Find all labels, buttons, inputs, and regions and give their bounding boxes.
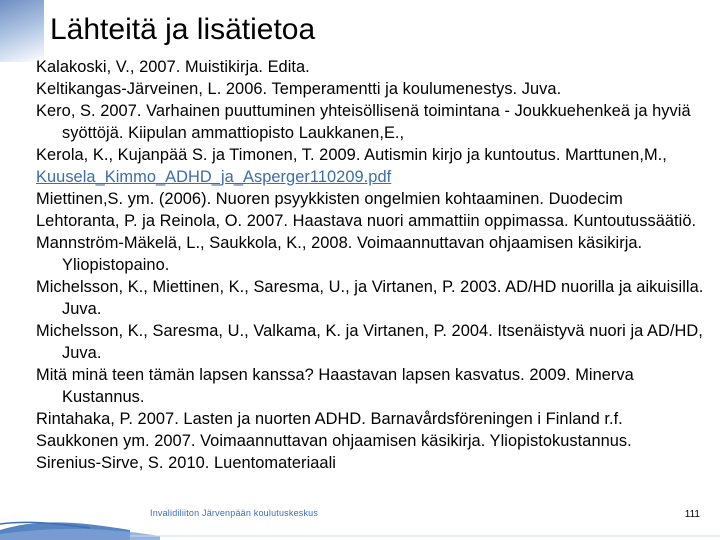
reference-item-link (36, 166, 706, 188)
corner-decoration (0, 0, 44, 62)
slide-footer (0, 500, 720, 540)
reference-item: Kero, S. 2007. Varhainen puuttuminen yhteisöllisenä toimintana - Joukkuehenkeä ja hyviä syöttöjä. Kiipulan ammattiopisto Laukkanen,E., (36, 102, 691, 142)
title-bar (44, 0, 720, 62)
reference-item: Michelsson, K., Saresma, U., Valkama, K. ja Virtanen, P. 2004. Itsenäistyvä nuori ja AD/HD, Juva. (36, 322, 703, 362)
reference-item: Sirenius-Sirve, S. 2010. Luentomateriaali (36, 454, 336, 472)
reference-item: Kalakoski, V., 2007. Muistikirja. Edita. (36, 58, 310, 76)
footer-organization: Invalidiliiton Järvenpään koulutuskeskus (150, 508, 319, 518)
reference-item: Saukkonen ym. 2007. Voimaannuttavan ohjaamisen käsikirja. Yliopistokustannus. (36, 432, 632, 450)
reference-item: Michelsson, K., Miettinen, K., Saresma, U., ja Virtanen, P. 2003. AD/HD nuorilla ja aikuisilla. Juva. (36, 278, 704, 318)
reference-item: Lehtoranta, P. ja Reinola, O. 2007. Haastava nuori ammattiin oppimassa. Kuntoutussäätiö. (36, 212, 697, 230)
slide-title: Lähteitä ja lisätietoa (50, 13, 316, 46)
pdf-link[interactable]: Kuusela_Kimmo_ADHD_ja_Asperger110209.pdf (36, 168, 392, 186)
reference-list (36, 56, 706, 474)
reference-item: Rintahaka, P. 2007. Lasten ja nuorten ADHD. Barnavårdsföreningen i Finland r.f. (36, 410, 623, 428)
reference-item: Kerola, K., Kujanpää S. ja Timonen, T. 2009. Autismin kirjo ja kuntoutus. Marttunen,M., (36, 146, 667, 164)
reference-item: Keltikangas-Järveinen, L. 2006. Temperamentti ja koulumenestys. Juva. (36, 80, 562, 98)
reference-item: Mannström-Mäkelä, L., Saukkola, K., 2008. Voimaannuttavan ohjaamisen käsikirja. Yliopistopaino. (36, 234, 643, 274)
reference-item: Mitä minä teen tämän lapsen kanssa? Haastavan lapsen kasvatus. 2009. Minerva Kustannus. (36, 366, 634, 406)
page-number: 111 (684, 509, 700, 520)
footer-wave-decoration (0, 500, 720, 540)
reference-item: Miettinen,S. ym. (2006). Nuoren psyykkisten ongelmien kohtaaminen. Duodecim (36, 190, 623, 208)
